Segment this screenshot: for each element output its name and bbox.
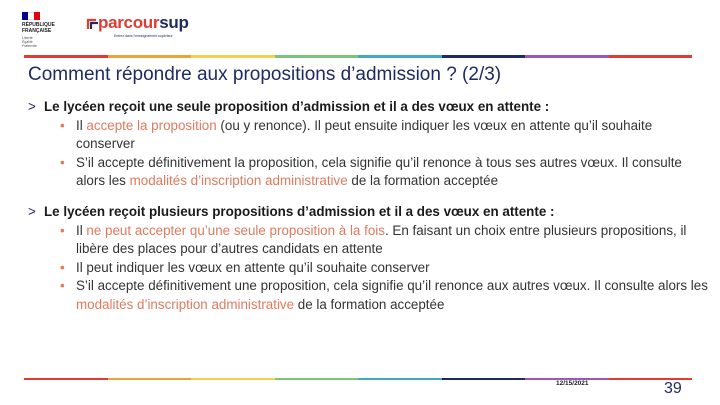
bullet-icon: • [60, 278, 65, 294]
section-heading: > Le lycéen reçoit une seule proposition d’admission et il a des vœux en attente : [28, 98, 710, 117]
parcoursup-wordmark: parcoursup [98, 13, 189, 32]
slide-title: Comment répondre aux propositions d’admission ? (2/3) [28, 64, 502, 85]
footer-color-band [24, 378, 692, 380]
bullet-item: • Il peut indiquer les vœux en attente qu’il souhaite conserver [28, 259, 710, 278]
band-segment [275, 378, 359, 380]
french-flag-icon [22, 12, 40, 20]
band-segment [358, 378, 442, 380]
section-heading: > Le lycéen reçoit plusieurs propositions d’admission et il a des vœux en attente : [28, 203, 710, 222]
parcoursup-logo [86, 13, 196, 39]
band-segment [108, 55, 192, 58]
slide-content [28, 98, 710, 315]
page-number: 39 [664, 380, 682, 397]
band-segment [191, 55, 275, 58]
bullet-icon: • [60, 117, 65, 133]
gov-logo-text: RÉPUBLIQUE FRANÇAISE [22, 22, 55, 34]
band-segment [108, 378, 192, 380]
bullet-item: • S’il accepte définitivement la proposition, cela signifie qu’il renonce à tous ses autres vœux. Il consulte alors les modalités d’inscription administrative de la formation acceptée [60, 154, 682, 189]
bullet-icon: • [60, 259, 65, 275]
band-segment [442, 55, 526, 58]
republique-francaise-logo [22, 12, 68, 52]
bullet-item: • Il ne peut accepter qu’une seule proposition à la fois. En faisant un choix entre plusieurs propositions, il libère des places pour d’autres candidats en attente [60, 222, 687, 257]
bullet-item: • S’il accepte définitivement une proposition, cela signifie qu’il renonce aux autres vœux. Il consulte alors les modalités d’inscription administrative de la formation acceptée [60, 278, 708, 312]
band-segment [358, 55, 442, 58]
slide-date: 12/15/2021 [556, 380, 589, 387]
band-segment [275, 55, 359, 58]
chevron-right-icon: > [28, 203, 36, 219]
bullet-icon: • [60, 222, 65, 238]
parcoursup-tagline: Entrez dans l'enseignement supérieur [114, 34, 173, 38]
band-segment [24, 378, 108, 380]
chevron-right-icon: > [28, 99, 36, 114]
band-segment [24, 55, 108, 58]
band-segment [525, 55, 609, 58]
gov-motto: Liberté Égalité Fraternité [22, 36, 37, 48]
band-segment [191, 378, 275, 380]
header-color-band [24, 55, 692, 58]
band-segment [442, 378, 526, 380]
bullet-icon: • [60, 154, 65, 170]
band-segment [609, 55, 693, 58]
bullet-item: • Il accepte la proposition (ou y renonce). Il peut ensuite indiquer les vœux en attente qu’il souhaite conserver [60, 117, 653, 152]
